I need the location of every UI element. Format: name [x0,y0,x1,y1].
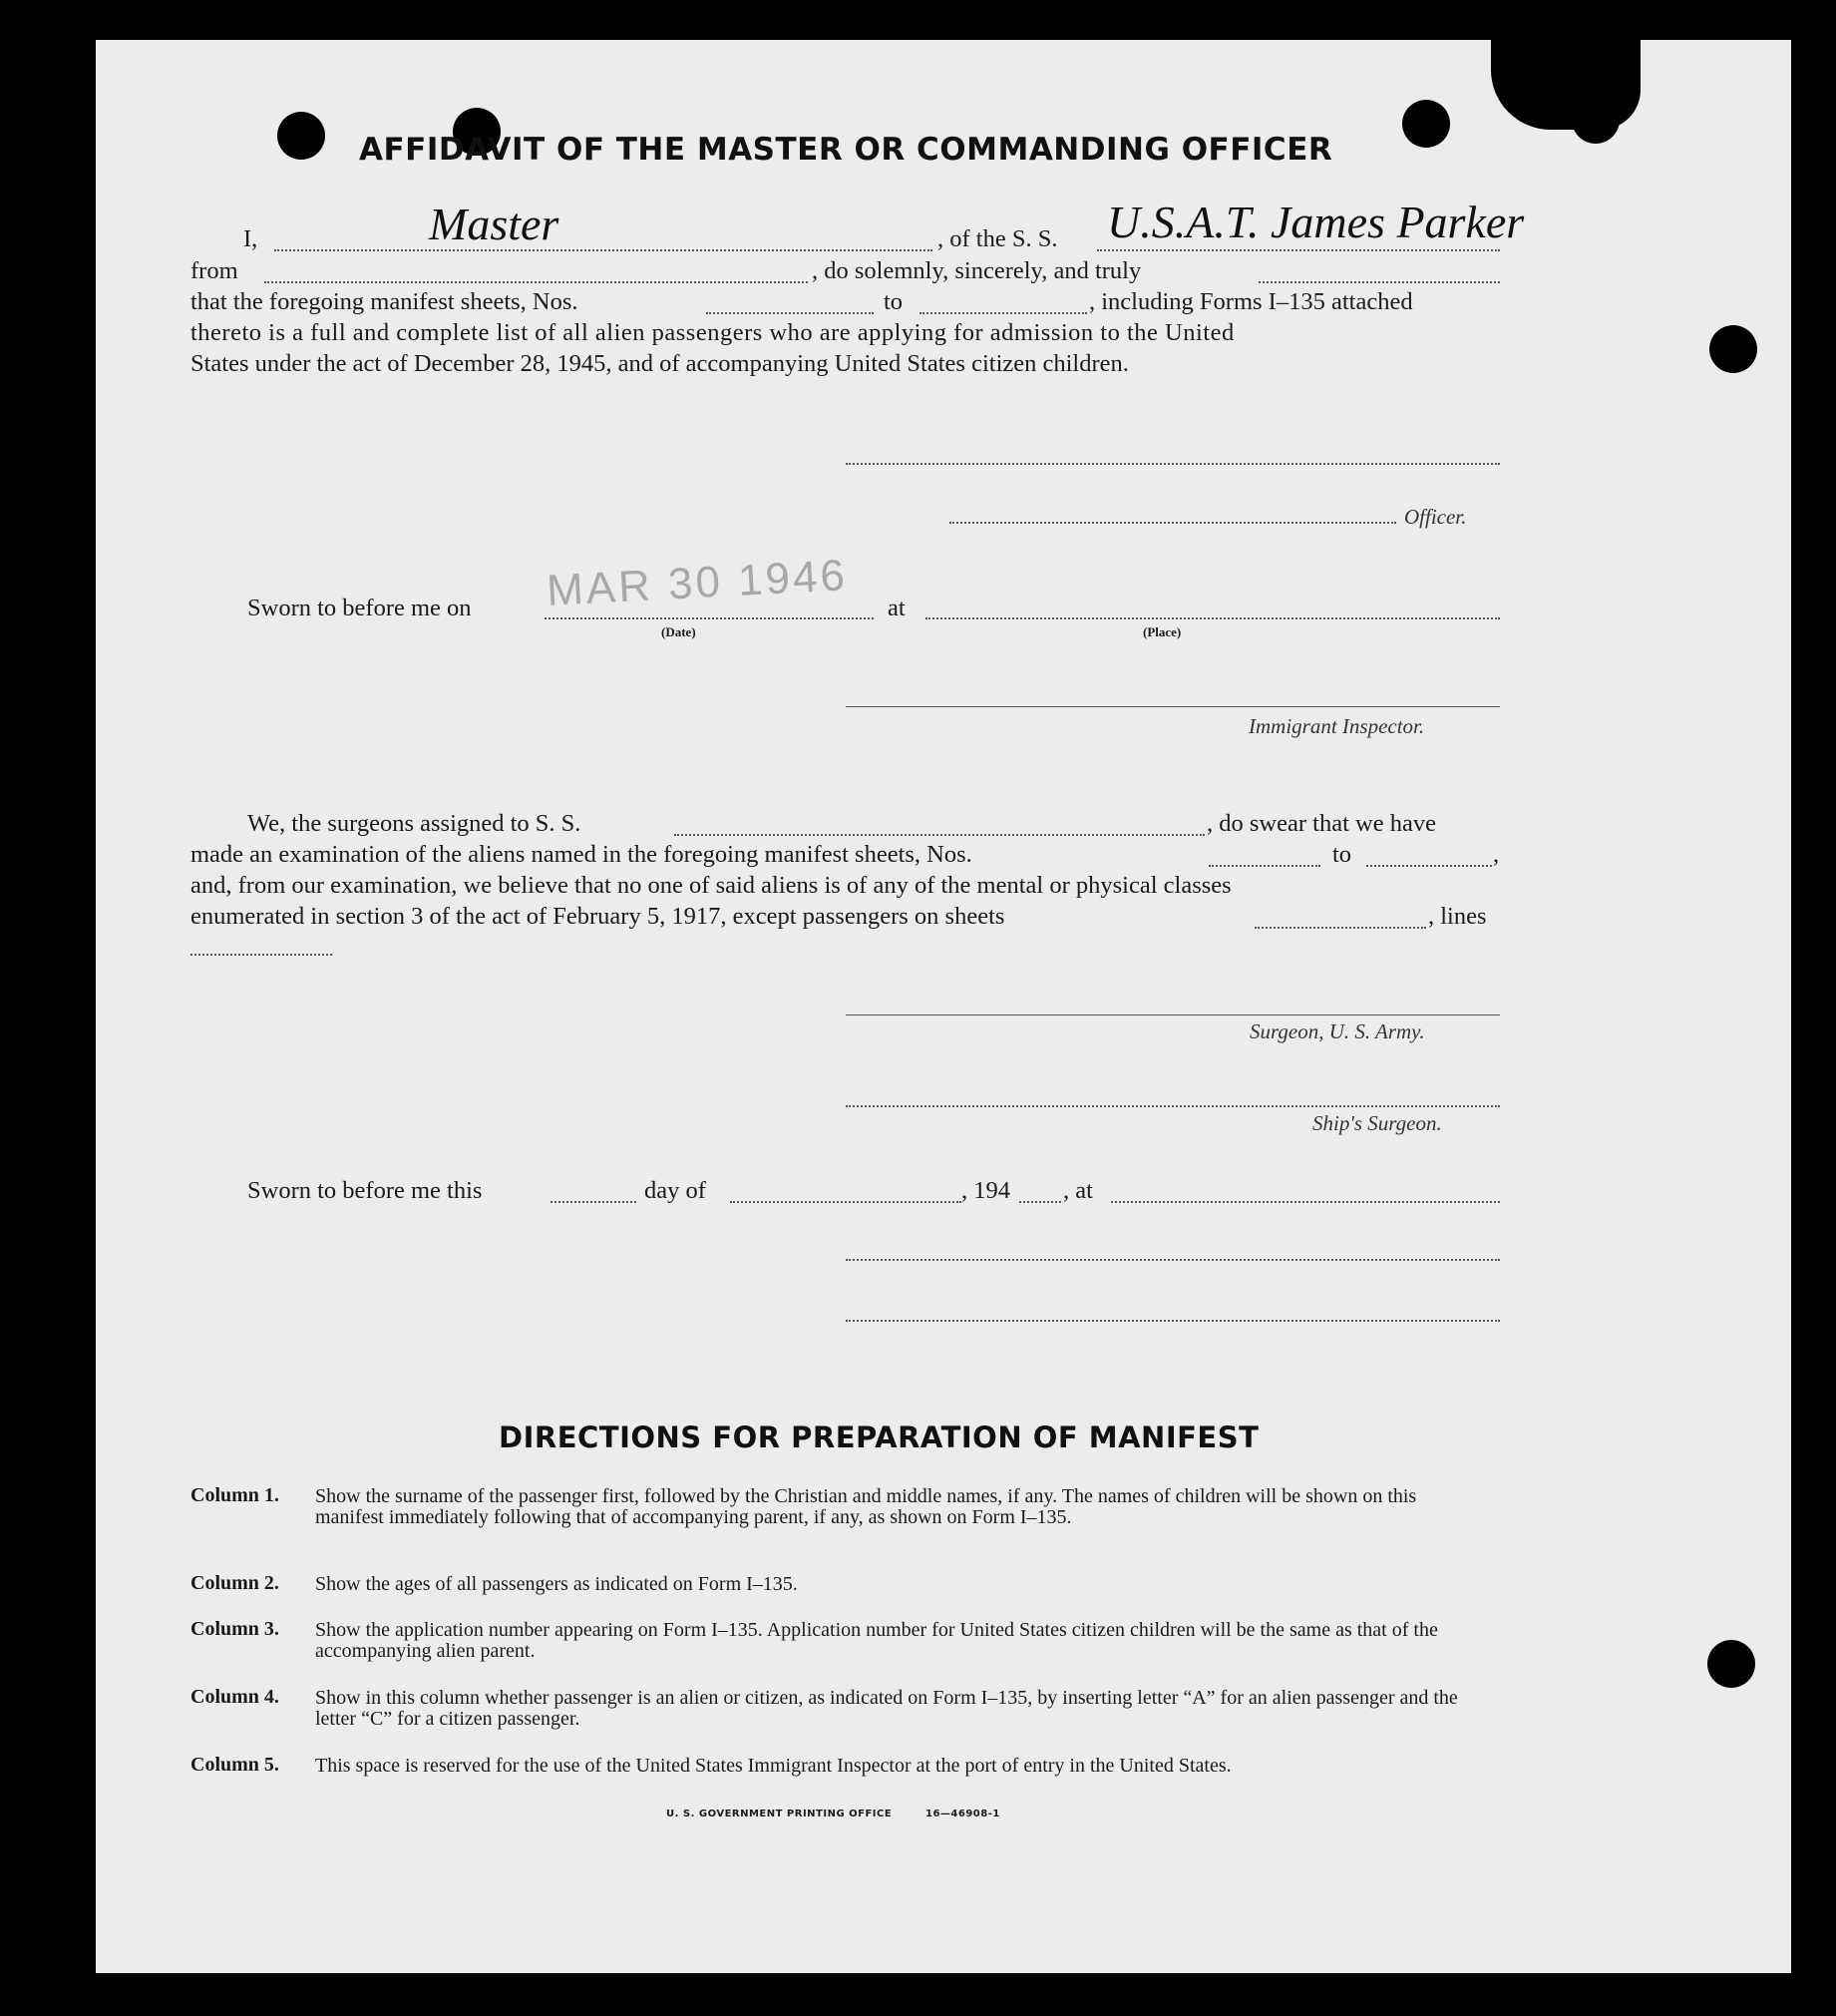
affidavit-line-5: States under the act of December 28, 1945, and of accompanying United States citizen children. [190,350,1129,377]
master-field-line [274,249,932,251]
punch-hole [277,112,325,160]
surgeons-line-1-prefix: We, the surgeons assigned to S. S. [247,810,581,837]
place-caption: (Place) [1143,624,1182,639]
surgeons-line-1-suffix: , do swear that we have [1207,810,1436,837]
inspector-label: Immigrant Inspector. [1249,714,1425,738]
affirmation-field-line [1259,281,1500,283]
form-code: 16—46908-1 [925,1809,1000,1819]
sheets-to-field-line [919,312,1087,314]
printer-imprint: U. S. GOVERNMENT PRINTING OFFICE [666,1809,893,1819]
forms-attached-label: , including Forms I–135 attached [1089,288,1413,315]
punch-hole [1707,1640,1755,1688]
sworn-this-label: Sworn to before me this [247,1177,483,1204]
punch-hole [1709,325,1757,373]
surgeons-line-3: and, from our examination, we believe that no one of said aliens is of any of the mental or physical classes [190,872,1232,899]
army-surgeon-label: Surgeon, U. S. Army. [1250,1019,1425,1043]
ship-handwriting: U.S.A.T. James Parker [1107,197,1525,247]
except-sheets-field-line [1255,927,1426,929]
sworn-place-field-line [925,617,1500,619]
page-title: AFFIDAVIT OF THE MASTER OR COMMANDING OFFICER [359,132,1333,168]
i-label: I, [243,225,258,252]
inspector-signature-line [846,706,1500,707]
column-4-label: Column 4. [190,1686,279,1708]
surgeons-to-label: to [1332,841,1352,868]
punch-hole [1402,100,1450,148]
column-1-label: Column 1. [190,1484,279,1506]
sworn-day-field-line [551,1201,636,1203]
date-caption: (Date) [661,624,696,639]
column-5-text: This space is reserved for the use of the United States Immigrant Inspector at the port of entry in the United States. [315,1755,1232,1777]
surgeons-line-4-suffix: , lines [1428,903,1487,930]
sworn2-at-label: , at [1063,1177,1093,1204]
from-label: from [190,257,238,284]
officer-label: Officer. [1404,505,1467,529]
ship-surgeon-label: Ship's Surgeon. [1312,1111,1442,1135]
ship-field-line [1097,249,1500,251]
manifest-sheets-label: that the foregoing manifest sheets, Nos. [190,288,578,315]
column-1-text: Show the surname of the passenger first, followed by the Christian and middle names, if any. The names of children will be shown on this manifest immediately following that of accompanying parent, if any, as shown on Form I–135. [315,1485,1417,1528]
sworn2-signature-line-2 [846,1320,1500,1322]
surgeons-line-2-prefix: made an examination of the aliens named in the foregoing manifest sheets, Nos. [190,841,972,868]
year-label: , 194 [961,1177,1010,1204]
date-stamp: MAR 30 1946 [545,551,850,615]
column-2-text: Show the ages of all passengers as indicated on Form I–135. [315,1573,798,1595]
army-surgeon-signature-line [846,1014,1500,1015]
sheets-from-field-line [706,312,874,314]
column-5-label: Column 5. [190,1754,279,1776]
sworn2-place-field-line [1111,1201,1500,1203]
sworn-before-label: Sworn to before me on [247,595,472,621]
sworn2-signature-line-1 [846,1259,1500,1261]
sworn-at-label: at [888,595,906,621]
day-of-label: day of [644,1177,706,1204]
sworn-year-field-line [1019,1201,1061,1203]
column-3-text: Show the application number appearing on Form I–135. Application number for United States citizen children will be the same as that of the accompanying alien parent. [315,1619,1438,1662]
master-handwriting: Master [429,199,559,249]
column-2-label: Column 2. [190,1572,279,1594]
comma: , [1493,841,1500,868]
directions-title: DIRECTIONS FOR PREPARATION OF MANIFEST [499,1420,1260,1454]
officer-signature-line [846,463,1500,465]
surgeon-sheets-from-field-line [1209,865,1320,867]
do-solemnly-label: , do solemnly, sincerely, and truly [812,257,1142,284]
surgeon-ship-field-line [674,834,1205,836]
surgeon-sheets-to-field-line [1366,865,1492,867]
surgeons-line-4-prefix: enumerated in section 3 of the act of February 5, 1917, except passengers on sheets [190,903,1005,930]
officer-title-line [949,522,1396,524]
to-label: to [884,288,904,315]
sworn-date-field-line [545,617,874,619]
lines-field-line [190,954,332,956]
affidavit-line-4: thereto is a full and complete list of all alien passengers who are applying for admission to the United [190,319,1235,346]
ship-surgeon-signature-line [846,1105,1500,1107]
column-3-label: Column 3. [190,1618,279,1640]
sworn-month-field-line [730,1201,961,1203]
of-the-ss-label: , of the S. S. [937,225,1058,252]
from-field-line [264,281,808,283]
column-4-text: Show in this column whether passenger is an alien or citizen, as indicated on Form I–135, by inserting letter “A” for an alien passenger and the letter “C” for a citizen passenger. [315,1687,1458,1730]
torn-corner [1491,40,1641,130]
